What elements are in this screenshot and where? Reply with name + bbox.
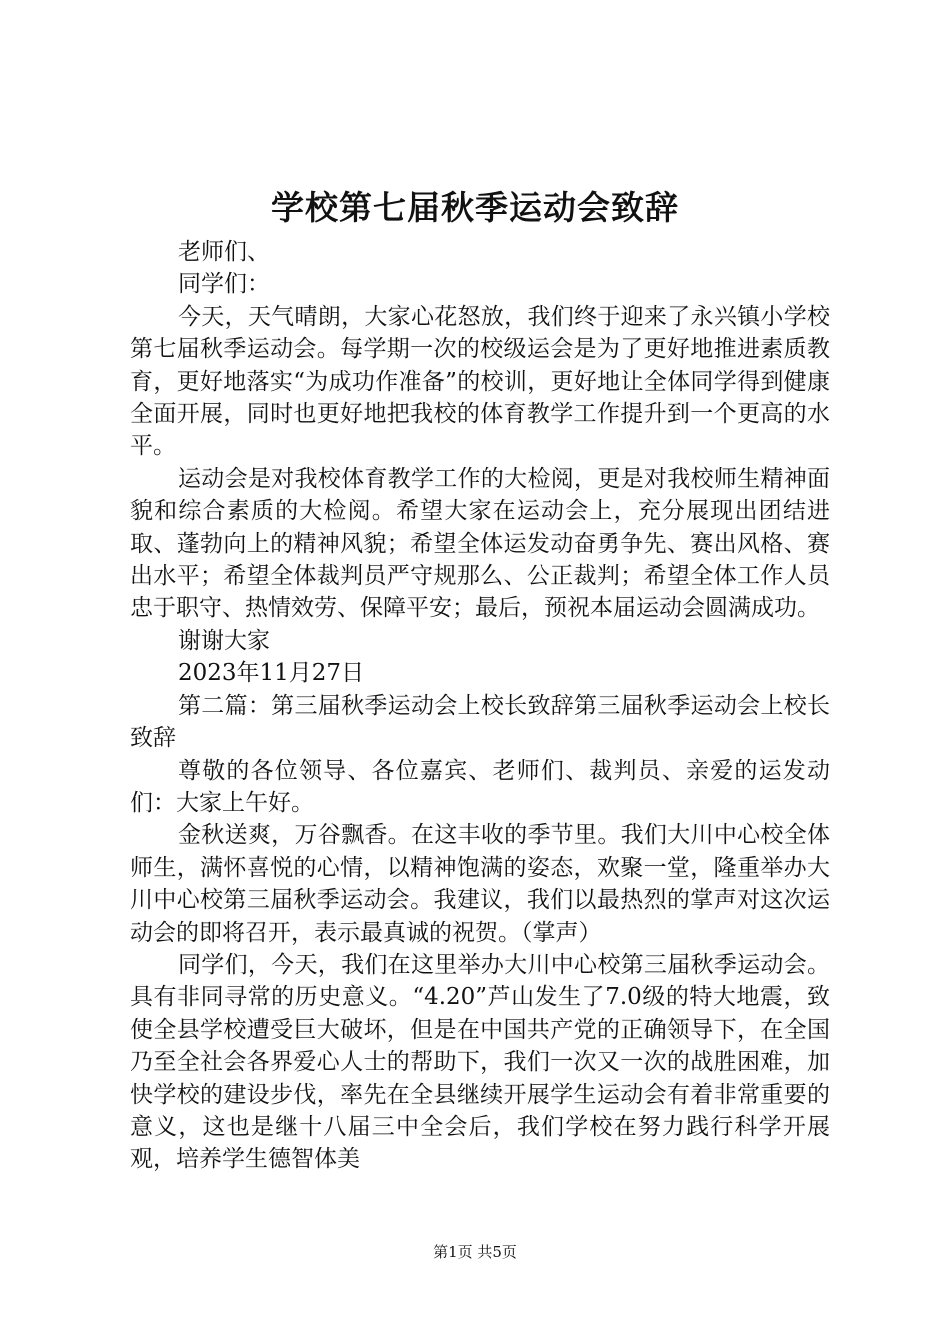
paragraph-opening: 今天，天气晴朗，大家心花怒放，我们终于迎来了永兴镇小学校第七届秋季运动会。每学期一次的校级运会是为了更好地推进素质教育，更好地落实“为成功作准备”的校训，更好地让全体同学得到健康全面开展，同时也更好地把我校的体育教学工作提升到一个更高的水平。: [130, 303, 830, 460]
section-heading: 第二篇：第三届秋季运动会上校长致辞第三届秋季运动会上校长致辞: [130, 692, 830, 752]
date-line: 2023年11月27日: [178, 660, 365, 687]
page-footer: 第1页 共5页: [433, 1243, 517, 1261]
document-body: [130, 236, 830, 1176]
greeting-paragraph: 尊敬的各位领导、各位嘉宾、老师们、裁判员、亲爱的运发动们：大家上午好。: [130, 757, 830, 816]
document-title: 学校第七届秋季运动会致辞: [271, 188, 679, 227]
paragraph-history: 同学们，今天，我们在这里举办大川中心校第三届秋季运动会。具有非同寻常的历史意义。“4.20”芦山发生了7.0级的特大地震，致使全县学校遭受巨大破坏，但是在中国共产党的正确领导下，在全国乃至全社会各界爱心人士的帮助下，我们一次又一次的战胜困难，加快学校的建设步伐，率先在全县继续开展学生运动会有着非常重要的意义，这也是继十八届三中全会后，我们学校在努力践行科学开展观，培养学生德智体美: [130, 951, 830, 1173]
paragraph-autumn: 金秋送爽，万谷飘香。在这丰收的季节里。我们大川中心校全体师生，满怀喜悦的心情，以精神饱满的姿态，欢聚一堂，隆重举办大川中心校第三届秋季运动会。我建议，我们以最热烈的掌声对这次运动会的即将召开，表示最真诚的祝贺。（掌声）: [130, 822, 830, 946]
paragraph-wishes: 运动会是对我校体育教学工作的大检阅，更是对我校师生精神面貌和综合素质的大检阅。希望大家在运动会上，充分展现出团结进取、蓬勃向上的精神风貌；希望全体运发动奋勇争先、赛出风格、赛出水平；希望全体裁判员严守规那么、公正裁判；希望全体工作人员忠于职守、热情效劳、保障平安；最后，预祝本届运动会圆满成功。: [130, 465, 830, 622]
salutation-students: 同学们：: [178, 271, 270, 298]
closing-thanks: 谢谢大家: [178, 627, 270, 654]
salutation-teachers: 老师们、: [178, 239, 270, 265]
